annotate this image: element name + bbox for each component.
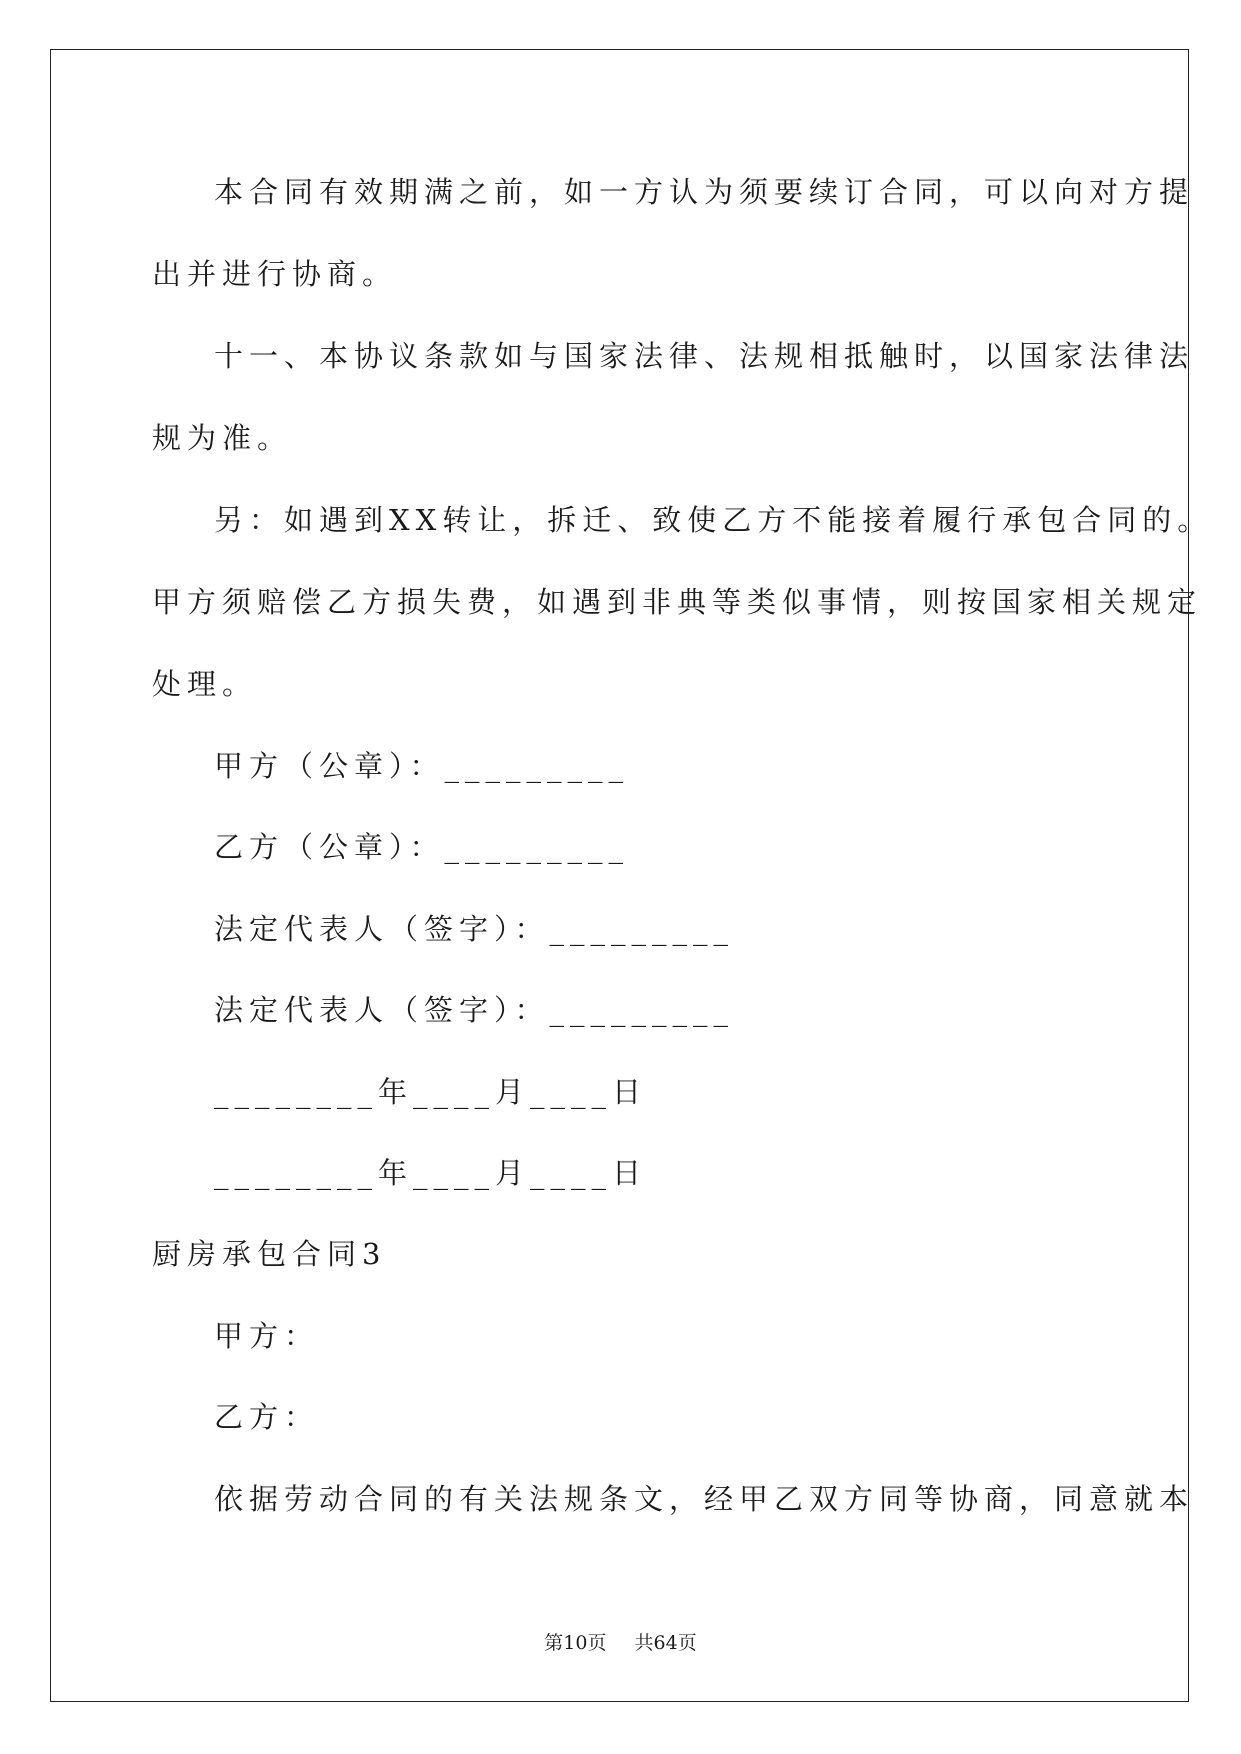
page-number: 第10页 [544,1632,607,1654]
paragraph-line: 另：如遇到XX转让，拆迁、致使乙方不能接着履行承包合同的。 [214,503,1213,537]
party-b-label: 乙方： [214,1400,320,1434]
party-a-label: 甲方： [214,1319,320,1353]
paragraph-line: 规为准。 [152,421,293,455]
date-line: ________年____月____日 [214,1075,648,1109]
page-footer [0,1628,1241,1655]
signature-line-representative: 法定代表人（签字）：_________ [214,912,735,946]
page-total: 共64页 [634,1632,697,1654]
page-border [50,49,1189,1702]
signature-line-party-b: 乙方（公章）：_________ [214,830,630,864]
date-line: ________年____月____日 [214,1156,648,1190]
signature-line-party-a: 甲方（公章）：_________ [214,749,630,783]
paragraph-line: 处理。 [152,667,258,701]
signature-line-representative: 法定代表人（签字）：_________ [214,993,735,1027]
paragraph-line: 本合同有效期满之前，如一方认为须要续订合同，可以向对方提 [214,175,1195,209]
paragraph-line: 十一、本协议条款如与国家法律、法规相抵触时，以国家法律法 [214,339,1195,373]
section-title: 厨房承包合同3 [152,1237,387,1271]
paragraph-line: 甲方须赔偿乙方损失费，如遇到非典等类似事情，则按国家相关规定 [152,585,1203,619]
paragraph-line: 出并进行协商。 [152,257,398,291]
paragraph-line: 依据劳动合同的有关法规条文，经甲乙双方同等协商，同意就本 [214,1482,1195,1516]
